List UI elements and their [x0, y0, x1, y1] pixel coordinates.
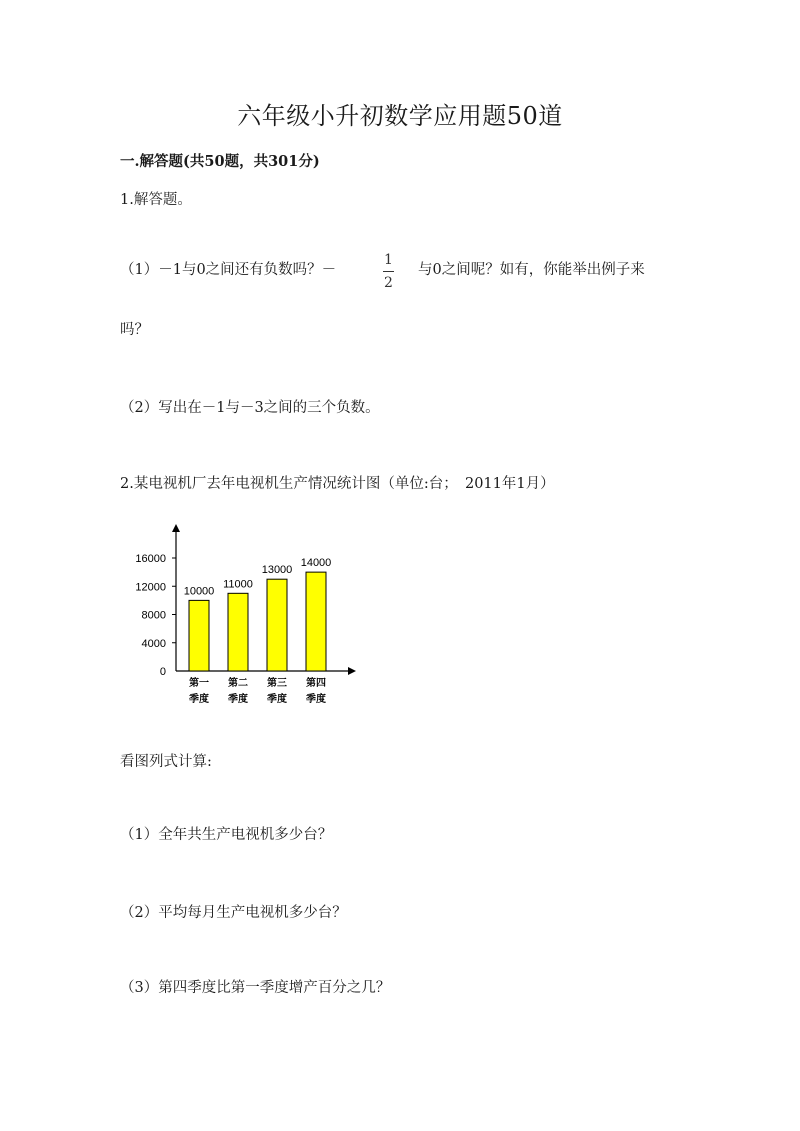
- question-1-part-1: [120, 258, 336, 279]
- page-title: 六年级小升初数学应用题50道: [237, 102, 563, 130]
- section-heading: 一.解答题(共50题，共301分): [120, 153, 320, 170]
- bar-chart: [110, 518, 370, 718]
- bar-value-label: 11000: [223, 578, 253, 591]
- x-axis-arrow: [348, 667, 356, 675]
- question-1-part-1-text-b: 与0之间呢？如有，你能举出例子来: [418, 262, 645, 278]
- fraction-numerator: 1: [384, 252, 393, 268]
- question-2-part-3: （3）第四季度比第一季度增产百分之几？: [120, 980, 391, 996]
- fraction-denominator: 2: [384, 275, 393, 291]
- y-tick-label: 0: [159, 666, 166, 678]
- x-category-label: 第一: [189, 678, 209, 689]
- fraction-bar: [383, 271, 394, 272]
- bar-value-label: 13000: [261, 564, 293, 577]
- x-category-label: 第三: [267, 678, 287, 689]
- question-2-instruction: 看图列式计算:: [120, 754, 212, 770]
- bar: [267, 579, 287, 671]
- question-2-part-1: （1）全年共生产电视机多少台？: [120, 827, 333, 843]
- bar-chart-svg: [110, 518, 370, 718]
- x-category-label: 第四: [306, 678, 326, 689]
- bar: [189, 600, 209, 671]
- x-category-label: 季度: [228, 694, 248, 705]
- x-category-label: 季度: [267, 694, 287, 705]
- y-tick-label: 8000: [141, 609, 166, 622]
- y-tick-label: 4000: [141, 637, 166, 650]
- y-tick-label: 12000: [135, 581, 166, 594]
- y-axis-arrow: [172, 524, 180, 532]
- bar-value-label: 10000: [183, 585, 215, 598]
- x-category-label: 季度: [306, 694, 326, 705]
- question-2-part-2: （2）平均每月生产电视机多少台？: [120, 905, 347, 921]
- question-2-title: 2.某电视机厂去年电视机生产情况统计图（单位:台； 2011年1月）: [120, 476, 555, 492]
- bar: [306, 572, 326, 671]
- bar-value-label: 14000: [300, 557, 332, 570]
- x-category-label: 第二: [228, 678, 248, 689]
- fraction-one-half: [382, 253, 395, 290]
- bar: [228, 593, 248, 671]
- question-1-title: 1.解答题。: [120, 192, 192, 208]
- question-1-part-2: （2）写出在－1与－3之间的三个负数。: [120, 400, 380, 416]
- y-tick-label: 16000: [135, 553, 166, 565]
- x-category-label: 季度: [189, 694, 209, 705]
- question-1-part-1-text-a: （1）－1与0之间还有负数吗？－: [120, 262, 337, 278]
- question-1-part-1-continued: 吗？: [120, 322, 149, 338]
